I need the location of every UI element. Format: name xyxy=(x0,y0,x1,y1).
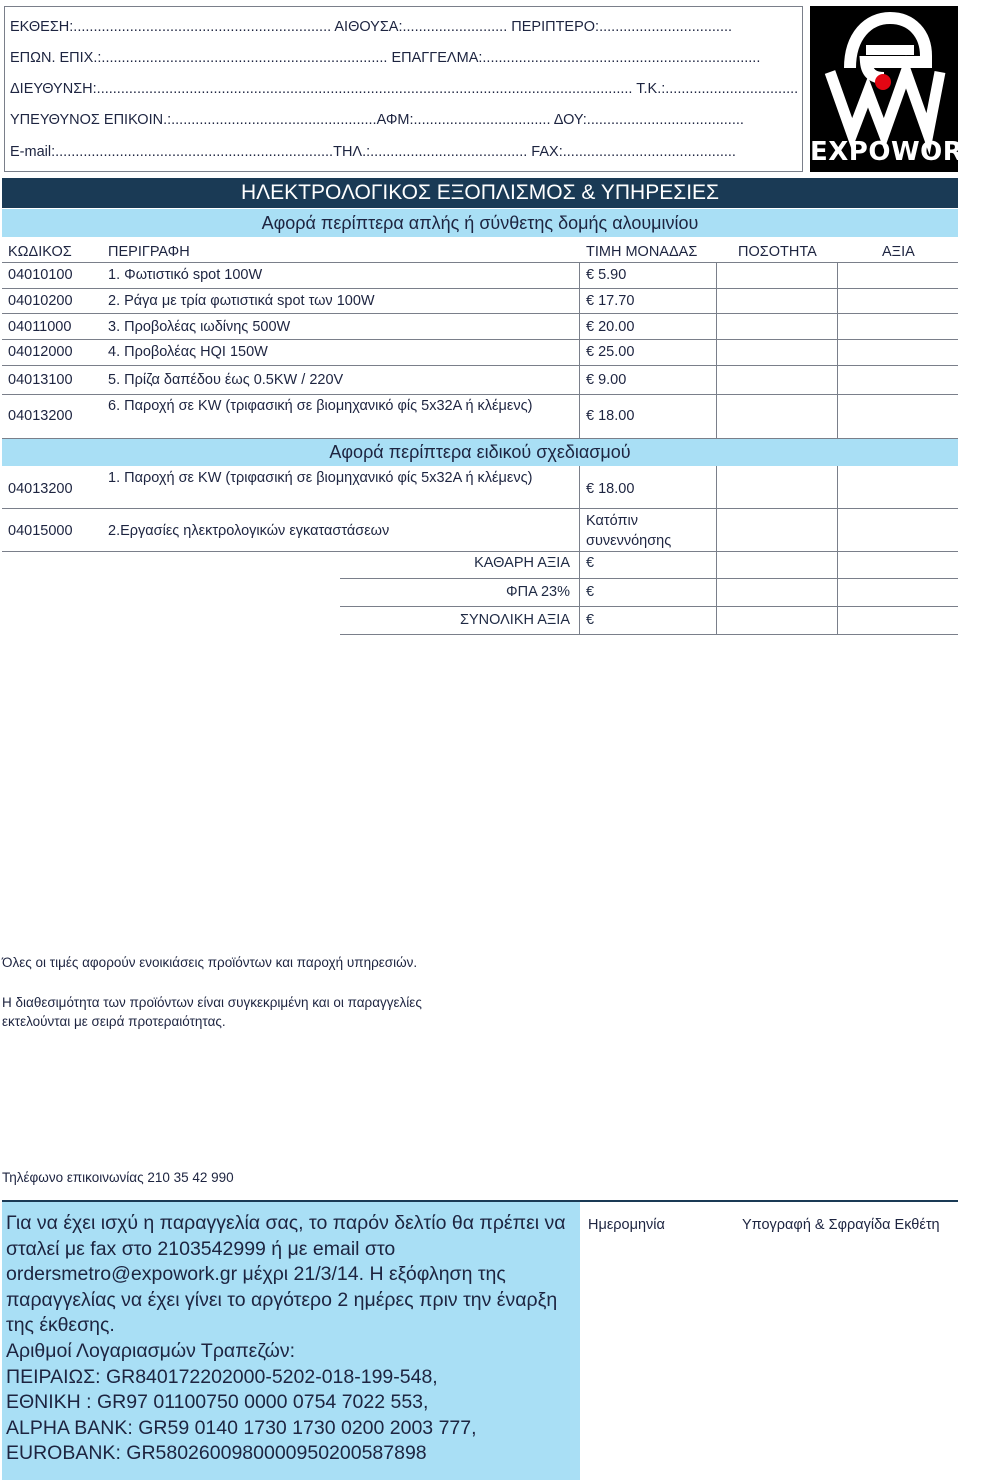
vat-label: ΦΠΑ 23% xyxy=(506,584,570,600)
page-title: ΗΛΕΚΤΡΟΛΟΓΙΚΟΣ ΕΞΟΠΛΙΣΜΟΣ & ΥΠΗΡΕΣΙΕΣ xyxy=(240,181,720,204)
table-divider xyxy=(2,262,958,263)
row-description: 1. Φωτιστικό spot 100W xyxy=(108,267,263,283)
info-line: παραγγελίας να έχει γίνει το αργότερο 2 ημέρες πριν την έναρξη xyxy=(6,1288,558,1311)
row-code: 04013100 xyxy=(8,372,73,388)
table-col-divider xyxy=(579,466,580,634)
form-line-exhibition[interactable]: ΕΚΘΕΣΗ:................................................................ ΑΙΘΟΥΣΑ:.......................... ΠΕΡΙΠΤΕΡΟ:................................. xyxy=(10,19,733,35)
table-divider xyxy=(2,394,958,395)
table-divider xyxy=(340,634,958,635)
row-unit-price: € 5.90 xyxy=(586,267,627,283)
row-unit-price: € 18.00 xyxy=(586,408,635,424)
row-description: 2. Ράγα με τρία φωτιστικά spot των 100W xyxy=(108,293,375,309)
row-code: 04011000 xyxy=(8,319,72,335)
info-line: σταλεί με fax στο 2103542999 ή με email στο xyxy=(6,1237,396,1260)
table-divider xyxy=(340,606,958,607)
table-divider xyxy=(340,578,958,579)
table-col-divider xyxy=(716,262,717,438)
table-divider xyxy=(2,551,958,552)
info-line: Για να έχει ισχύ η παραγγελία σας, το παρόν δελτίο θα πρέπει να xyxy=(6,1212,566,1234)
table-divider xyxy=(2,508,958,509)
row-code: 04012000 xyxy=(8,344,73,360)
info-line: ordersmetro@expowork.gr μέχρι 21/3/14. Η εξόφληση της xyxy=(6,1263,506,1286)
table-col-divider xyxy=(837,466,838,634)
row-description: 3. Προβολέας ιωδίνης 500W xyxy=(108,319,291,335)
row-code: 04013200 xyxy=(8,408,73,424)
row-unit-price: € 25.00 xyxy=(586,344,635,360)
note-availability: Η διαθεσιμότητα των προϊόντων είναι συγκεκριμένη και οι παραγγελίες xyxy=(2,995,422,1010)
signature-field[interactable]: Υπογραφή & Σφραγίδα Εκθέτη xyxy=(742,1217,940,1233)
total-value-currency: € xyxy=(586,612,595,628)
col-header-description: ΠΕΡΙΓΡΑΦΗ xyxy=(108,244,190,260)
contact-phone: Τηλέφωνο επικοινωνίας 210 35 42 990 xyxy=(2,1170,234,1185)
table-col-divider xyxy=(716,466,717,634)
row-code: 04015000 xyxy=(8,523,73,539)
form-line-address[interactable]: ΔΙΕΥΘΥΝΣΗ:..................................................................................................................................... Τ.Κ.:................................. xyxy=(10,81,799,97)
form-line-contact[interactable]: ΥΠΕΥΘΥΝΟΣ ΕΠΙΚΟΙΝ.:...................................................ΑΦΜ:.................................. ΔΟΥ:....................................... xyxy=(10,112,744,128)
table-divider xyxy=(2,313,958,314)
info-line: ΠΕΙΡΑΙΩΣ: GR840172202000-5202-018-199-548, xyxy=(6,1365,438,1388)
order-info-text xyxy=(6,1211,578,1467)
table-divider xyxy=(2,365,958,366)
row-description: 5. Πρίζα δαπέδου έως 0.5KW / 220V xyxy=(108,372,344,388)
col-header-value: ΑΞΙΑ xyxy=(882,244,915,260)
logo-wordmark: EXPOWORK xyxy=(810,137,984,167)
row-description: 2.Εργασίες ηλεκτρολογικών εγκαταστάσεων xyxy=(108,523,390,539)
table-divider xyxy=(2,288,958,289)
net-value-label: ΚΑΘΑΡΗ ΑΞΙΑ xyxy=(474,555,570,571)
section2-heading: Αφορά περίπτερα ειδικού σχεδιασμού xyxy=(329,442,631,462)
vat-currency: € xyxy=(586,584,595,600)
expowork-logo xyxy=(810,6,984,172)
net-value-currency: € xyxy=(586,555,595,571)
logo-mark-icon xyxy=(810,6,958,136)
date-field[interactable]: Ημερομηνία xyxy=(588,1217,665,1233)
col-header-quantity: ΠΟΣΟΤΗΤΑ xyxy=(738,244,817,260)
form-line-company[interactable]: ΕΠΩΝ. ΕΠΙΧ.:....................................................................... ΕΠΑΓΓΕΛΜΑ:..................................................................... xyxy=(10,50,761,66)
row-unit-price: € 18.00 xyxy=(586,481,635,497)
row-unit-price: € 9.00 xyxy=(586,372,627,388)
info-line: Αριθμοί Λογαριασμών Τραπεζών: xyxy=(6,1339,296,1362)
table-divider xyxy=(2,339,958,340)
row-description: 1. Παροχή σε KW (τριφασική σε βιομηχανικό φίς 5x32A ή κλέμενς) xyxy=(108,470,533,486)
info-line: ALPHA BANK: GR59 0140 1730 1730 0200 2003 777, xyxy=(6,1416,477,1439)
col-header-unit-price: ΤΙΜΗ ΜΟΝΑΔΑΣ xyxy=(586,244,698,260)
info-line: EUROBANK: GR5802600980000950200587898 xyxy=(6,1442,427,1465)
row-description: 6. Παροχή σε KW (τριφασική σε βιομηχανικό φίς 5x32A ή κλέμενς) xyxy=(108,398,533,414)
row-unit-price: € 17.70 xyxy=(586,293,635,309)
table-col-divider xyxy=(579,262,580,438)
note-prices: Όλες οι τιμές αφορούν ενοικιάσεις προϊόντων και παροχή υπηρεσιών. xyxy=(2,955,418,970)
info-line: της έκθεσης. xyxy=(6,1314,115,1337)
row-code: 04013200 xyxy=(8,481,73,497)
table-col-divider xyxy=(837,262,838,438)
row-description: 4. Προβολέας HQI 150W xyxy=(108,344,268,360)
col-header-code: ΚΩΔΙΚΟΣ xyxy=(8,244,72,260)
info-line: ΕΘΝΙΚΗ : GR97 01100750 0000 0754 7022 553, xyxy=(6,1391,429,1414)
row-code: 04010200 xyxy=(8,293,73,309)
form-line-email[interactable]: E-mail:.....................................................................ΤΗΛ.:....................................... FAX:........................................... xyxy=(10,144,736,160)
note-availability-cont: εκτελούνται με σειρά προτεραιότητας. xyxy=(2,1014,226,1029)
total-value-label: ΣΥΝΟΛΙΚΗ ΑΞΙΑ xyxy=(459,612,570,628)
row-unit-price: Κατόπιν συνεννόησης xyxy=(586,513,672,549)
section1-heading: Αφορά περίπτερα απλής ή σύνθετης δομής αλουμινίου xyxy=(261,213,699,233)
row-unit-price: € 20.00 xyxy=(586,319,635,335)
row-code: 04010100 xyxy=(8,267,73,283)
